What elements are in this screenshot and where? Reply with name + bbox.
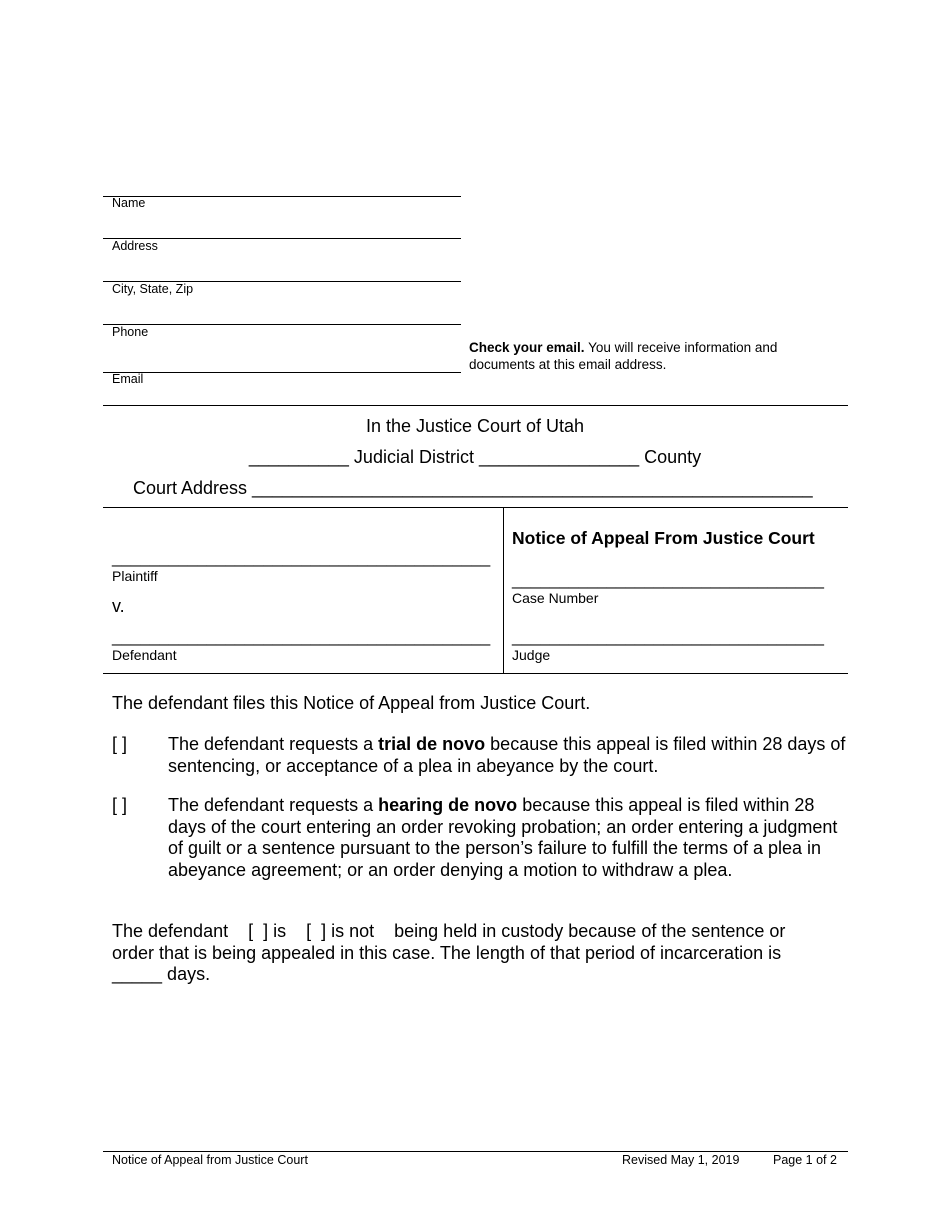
trial-de-novo-paragraph xyxy=(168,734,848,777)
custody-paragraph[interactable]: The defendant [ ] is [ ] is not being held in custody because of the sentence or order that is being appealed in this case. The length of that period of incarceration is _____ days. xyxy=(112,921,791,984)
intro-text: The defendant files this Notice of Appeal from Justice Court. xyxy=(112,693,591,713)
option2-bold: hearing de novo xyxy=(378,795,518,815)
city-state-zip-label: City, State, Zip xyxy=(112,282,194,296)
option2-pre: The defendant requests a xyxy=(168,795,379,815)
caption-top-rule xyxy=(103,507,848,508)
email-note-text: You will receive information and documents at this email address. xyxy=(469,340,778,372)
phone-line[interactable] xyxy=(103,324,461,325)
court-top-rule xyxy=(103,405,848,406)
case-number-label: Case Number xyxy=(512,590,599,606)
phone-label: Phone xyxy=(112,325,149,339)
plaintiff-blank[interactable]: ________________________________________ xyxy=(112,548,491,567)
caption-bottom-rule xyxy=(103,673,848,674)
footer-revised: Revised May 1, 2019 xyxy=(622,1153,740,1167)
email-note xyxy=(469,339,809,373)
versus-label: v. xyxy=(112,596,125,616)
judge-blank[interactable]: _________________________________ xyxy=(512,627,825,646)
judge-label: Judge xyxy=(512,647,551,663)
option2-post: because this appeal is filed within 28 days of the court entering an order revoking probation; an order entering a judgment of guilt or a sentence pursuant to the person’s failure to fulfill the terms of a plea in abeyance agreement; or an order denying a motion to withdraw a plea. xyxy=(168,795,838,880)
option1-bold: trial de novo xyxy=(378,734,486,754)
court-address-line[interactable]: Court Address ________________________________________________________ xyxy=(133,478,813,498)
email-line[interactable] xyxy=(103,372,461,373)
hearing-de-novo-paragraph xyxy=(168,795,848,881)
address-label: Address xyxy=(112,239,158,253)
footer-page-number: Page 1 of 2 xyxy=(773,1153,837,1167)
footer-form-title: Notice of Appeal from Justice Court xyxy=(112,1153,308,1167)
hearing-de-novo-checkbox[interactable]: [ ] xyxy=(112,795,128,815)
option1-pre: The defendant requests a xyxy=(168,734,379,754)
trial-de-novo-checkbox[interactable]: [ ] xyxy=(112,734,128,754)
email-label: Email xyxy=(112,372,144,386)
case-number-blank[interactable]: _________________________________ xyxy=(512,570,825,589)
name-line[interactable] xyxy=(103,196,461,197)
footer-rule xyxy=(103,1151,848,1152)
judicial-district-line[interactable]: __________ Judicial District ________________ County xyxy=(248,447,702,467)
plaintiff-label: Plaintiff xyxy=(112,568,158,584)
court-title: In the Justice Court of Utah xyxy=(365,416,585,436)
defendant-label: Defendant xyxy=(112,647,177,663)
option1-post: because this appeal is filed within 28 days of sentencing, or acceptance of a plea in abeyance by the court. xyxy=(168,734,846,776)
email-note-bold: Check your email. xyxy=(469,340,585,355)
defendant-blank[interactable]: ________________________________________ xyxy=(112,627,491,646)
name-label: Name xyxy=(112,196,146,210)
caption-divider xyxy=(503,507,504,673)
document-title: Notice of Appeal From Justice Court xyxy=(512,528,815,548)
